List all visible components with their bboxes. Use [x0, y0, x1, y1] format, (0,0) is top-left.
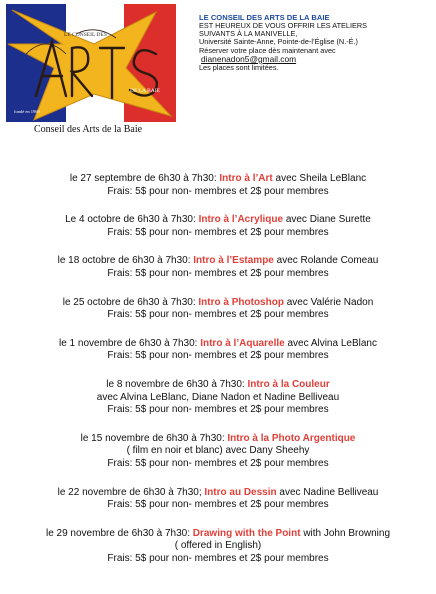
- workshop-date: Le 4 octobre de 6h30 à 7h30:: [65, 214, 196, 226]
- workshop-with: avec Alvina LeBlanc: [287, 337, 377, 349]
- workshop-title: Intro à la Photo Argentique: [227, 432, 356, 444]
- workshop-list: [0, 173, 436, 581]
- workshop-date: le 29 novembre de 6h30 à 7h30:: [45, 527, 190, 539]
- header-title: LE CONSEIL DES ARTS DE LA BAIE: [199, 13, 330, 22]
- workshop-item: [0, 379, 436, 417]
- workshop-title: Intro à l’Acrylique: [198, 214, 284, 226]
- workshop-fee: Frais: 5$ pour non- membres et 2$ pour membres: [107, 404, 329, 416]
- workshop-fee: Frais: 5$ pour non- membres et 2$ pour membres: [107, 185, 329, 197]
- header-line-2: SUIVANTS À LA MANIVELLE,: [199, 29, 298, 39]
- workshop-title: Intro à l’Aquarelle: [200, 337, 285, 349]
- workshop-language-note: ( offered in English): [174, 540, 262, 552]
- workshop-item: [0, 255, 436, 280]
- workshop-date: le 1 novembre de 6h30 à 7h30:: [59, 337, 198, 349]
- workshop-title: Drawing with the Point: [192, 527, 301, 539]
- workshop-with: avec Nadine Belliveau: [279, 486, 379, 498]
- workshop-with: avec Sheila LeBlanc: [275, 173, 367, 184]
- workshop-title: Intro à l’Art: [219, 173, 273, 184]
- workshop-title: Intro à Photoshop: [198, 296, 284, 308]
- contact-email-link[interactable]: dianenadon5@gmail.com: [201, 53, 297, 64]
- workshop-date: le 18 octobre de 6h30 à 7h30:: [57, 255, 191, 267]
- logo: [6, 4, 176, 138]
- workshop-with: avec Diane Surette: [285, 214, 371, 226]
- workshop-date: le 27 septembre de 6h30 à 7h30:: [69, 173, 217, 184]
- workshop-fee: Frais: 5$ pour non- membres et 2$ pour membres: [107, 309, 329, 321]
- header-line-1: EST HEUREUX DE VOUS OFFRIR LES ATELIERS: [199, 21, 368, 30]
- logo-star-art: [6, 4, 176, 122]
- star-icon: [8, 10, 171, 120]
- workshop-title: Intro à la Couleur: [247, 378, 330, 390]
- workshop-fee: Frais: 5$ pour non- membres et 2$ pour membres: [107, 267, 329, 279]
- workshop-fee: Frais: 5$ pour non- membres et 2$ pour membres: [107, 226, 329, 238]
- workshop-fee: Frais: 5$ pour non- membres et 2$ pour membres: [107, 350, 329, 362]
- workshop-fee: Frais: 5$ pour non- membres et 2$ pour membres: [107, 552, 329, 564]
- workshop-date: le 22 novembre de 6h30 à 7h30;: [57, 486, 202, 498]
- workshop-fee: Frais: 5$ pour non- membres et 2$ pour membres: [107, 499, 329, 511]
- workshop-title: Intro au Dessin: [204, 486, 277, 498]
- workshop-title: Intro à l’Estampe: [193, 255, 274, 267]
- workshop-item: [0, 214, 436, 239]
- workshop-item: [0, 173, 436, 198]
- workshop-item: [0, 528, 436, 566]
- header-line-6: Les places sont limitées.: [199, 63, 279, 73]
- logo-de-la-baie: DE LA BAIE: [130, 88, 160, 94]
- header-block: [199, 13, 431, 72]
- workshop-with: avec Valérie Nadon: [286, 296, 374, 308]
- logo-fonde: fondé en 1969: [14, 109, 40, 114]
- workshop-item: [0, 297, 436, 322]
- workshop-date: le 25 octobre de 6h30 à 7h30:: [62, 296, 196, 308]
- workshop-presenters: ( film en noir et blanc) avec Dany Sheehy: [126, 445, 310, 457]
- workshop-with: avec Rolande Comeau: [276, 255, 379, 267]
- workshop-item: [0, 487, 436, 512]
- logo-caption: Conseil des Arts de la Baie: [34, 124, 143, 135]
- header-line-3: Université Sainte-Anne, Pointe-de-l’Église (N.-É.): [199, 37, 358, 47]
- workshop-date: le 15 novembre de 6h30 à 7h30:: [80, 432, 225, 444]
- workshop-fee: Frais: 5$ pour non- membres et 2$ pour membres: [107, 457, 329, 469]
- header-line-4: Réserver votre place dès maintenant avec: [199, 45, 336, 55]
- workshop-with: with John Browning: [303, 527, 391, 539]
- workshop-item: [0, 433, 436, 471]
- workshop-presenters: avec Alvina LeBlanc, Diane Nadon et Nadine Belliveau: [96, 391, 340, 403]
- logo-le-conseil: LE CONSEIL DES: [64, 32, 107, 38]
- workshop-item: [0, 338, 436, 363]
- workshop-date: le 8 novembre de 6h30 à 7h30:: [106, 378, 245, 390]
